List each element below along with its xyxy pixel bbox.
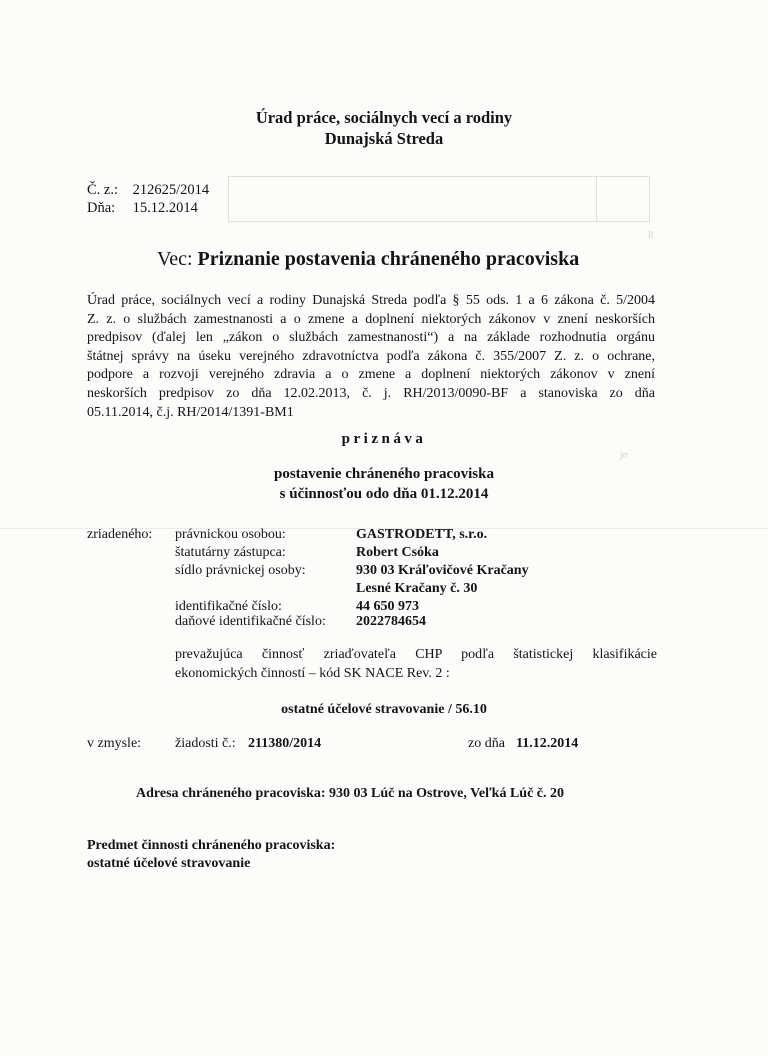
request-label: žiadosti č.: — [175, 736, 236, 751]
reference-value: 212625/2014 — [132, 182, 210, 198]
workplace-address — [136, 786, 564, 802]
intro-line: predpisov (ďalej len „zákon o službách zamestnanosti“) a na základe rozhodnutia orgánu — [87, 330, 655, 346]
activity-paragraph — [175, 646, 657, 683]
subject-line — [157, 248, 579, 271]
bleed-through-table-cell — [596, 176, 650, 222]
seat-value-line2: Lesné Kračany č. 30 — [356, 581, 478, 596]
activity-subject-value: ostatné účelové stravovanie — [87, 856, 251, 871]
legal-person-label: právnickou osobou: — [175, 527, 286, 542]
status-line-2: s účinnosťou odo dňa 01.12.2014 — [279, 486, 489, 502]
seat-label: sídlo právnickej osoby: — [175, 563, 306, 578]
id-number-value: 44 650 973 — [356, 599, 419, 614]
reference-number — [87, 182, 209, 199]
date-label: Dňa: — [87, 200, 116, 216]
intro-line: podpore a rozvoji verejného zdravia a o zmene a doplnení niektorých zákonov v znení — [87, 367, 655, 383]
subject-title: Priznanie postavenia chráneného pracoviska — [197, 248, 580, 270]
reference-label: Č. z.: — [87, 182, 119, 198]
date-value: 15.12.2014 — [132, 200, 198, 216]
request-date-value: 11.12.2014 — [516, 736, 579, 751]
bleed-through-table — [228, 176, 650, 222]
seat-value-line1: 930 03 Kráľovičové Kračany — [356, 563, 529, 578]
establisher-label: zriadeného: — [87, 527, 153, 542]
request-date-label: zo dňa — [468, 736, 505, 751]
intro-line: 05.11.2014, č.j. RH/2014/1391-BM1 — [87, 404, 294, 420]
nace-code: ostatné účelové stravovanie / 56.10 — [281, 702, 487, 717]
activity-line: prevažujúca činnosť zriaďovateľa CHP podľa štatistickej klasifikácie — [175, 647, 657, 662]
office-city: Dunajská Streda — [324, 129, 444, 148]
id-number-label: identifikačné číslo: — [175, 599, 282, 614]
subject-prefix: Vec: — [157, 248, 193, 270]
intro-line: štátnej správy na úseku verejného zdravotníctva podľa zákona č. 355/2007 Z. z. o ochrane, — [87, 348, 655, 364]
intro-line: Z. z. o službách zamestnanosti a o zmene a doplnení niektorých zákonov v znení neskorších — [87, 311, 655, 327]
bleed-through-mark: je — [620, 450, 628, 461]
intro-paragraph — [87, 292, 655, 422]
request-section-label: v zmysle: — [87, 736, 142, 751]
address-label: Adresa chráneného pracoviska: — [136, 786, 326, 801]
activity-subject-label: Predmet činnosti chráneného pracoviska: — [87, 838, 336, 853]
office-name: Úrad práce, sociálnych vecí a rodiny — [255, 108, 513, 127]
address-value: 930 03 Lúč na Ostrove, Veľká Lúč č. 20 — [329, 786, 565, 801]
statutory-rep-label: štatutárny zástupca: — [175, 545, 286, 560]
intro-line: neskorších predpisov zo dňa 12.02.2013, č. j. RH/2013/0090-BF a stanoviska zo dňa — [87, 385, 655, 401]
request-number: 211380/2014 — [248, 736, 322, 751]
activity-line: ekonomických činností – kód SK NACE Rev. 2 : — [175, 665, 450, 681]
statutory-rep-value: Robert Csóka — [356, 545, 439, 560]
legal-person-value: GASTRODETT, s.r.o. — [356, 527, 488, 542]
intro-line: Úrad práce, sociálnych vecí a rodiny Dunajská Streda podľa § 55 ods. 1 a 6 zákona č. 5/2004 — [87, 293, 655, 308]
tax-id-label: daňové identifikačné číslo: — [175, 614, 326, 629]
status-line-1: postavenie chráneného pracoviska — [273, 466, 494, 482]
tax-id-value: 2022784654 — [356, 614, 426, 629]
document-date — [87, 200, 198, 217]
bleed-through-mark: II — [648, 230, 654, 241]
decision-verb: priznáva — [341, 431, 427, 447]
